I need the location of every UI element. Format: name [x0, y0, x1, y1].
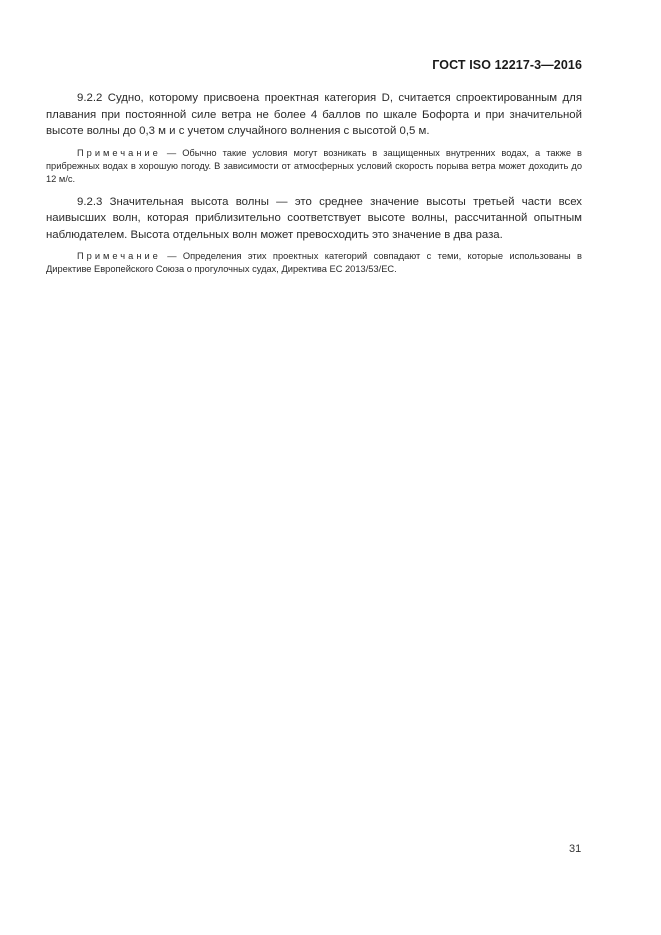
note-2-text: — Определения этих проектных категорий совпадают с теми, которые использованы в Директиве Европейского Союза о прогулочных судах, Директива ЕС 2013/53/ЕС. — [46, 251, 582, 274]
note-1 — [46, 147, 582, 186]
page-number: 31 — [569, 843, 582, 855]
paragraph-9-2-3: 9.2.3 Значительная высота волны — это среднее значение высоты третьей части всех наивысших волн, которая приблизительно соответствует высоте волны, рассчитанной опытным наблюдателем. Высота отдельных волн может превосходить это значение в два раза. — [46, 195, 582, 241]
note-1-text: — Обычно такие условия могут возникать в защищенных внутренних водах, а также в прибрежных водах в хорошую погоду. В зависимости от атмосферных условий скорость порыва ветра может доходить до 12 м/с. — [46, 147, 582, 184]
note-2-label: Примечание — [77, 251, 161, 261]
document-header-standard-id: ГОСТ ISO 12217-3—2016 — [432, 58, 582, 72]
paragraph-9-2-2: 9.2.2 Судно, которому присвоена проектная категория D, считается спроектированным для плавания при постоянной силе ветра не более 4 баллов по шкале Бофорта и при значительной высоте волны до 0,3 м и с учетом случайного волнения с высотой 0,5 м. — [46, 92, 582, 137]
note-1-label: Примечание — [77, 147, 161, 158]
note-2 — [46, 250, 582, 276]
document-body — [46, 90, 582, 276]
